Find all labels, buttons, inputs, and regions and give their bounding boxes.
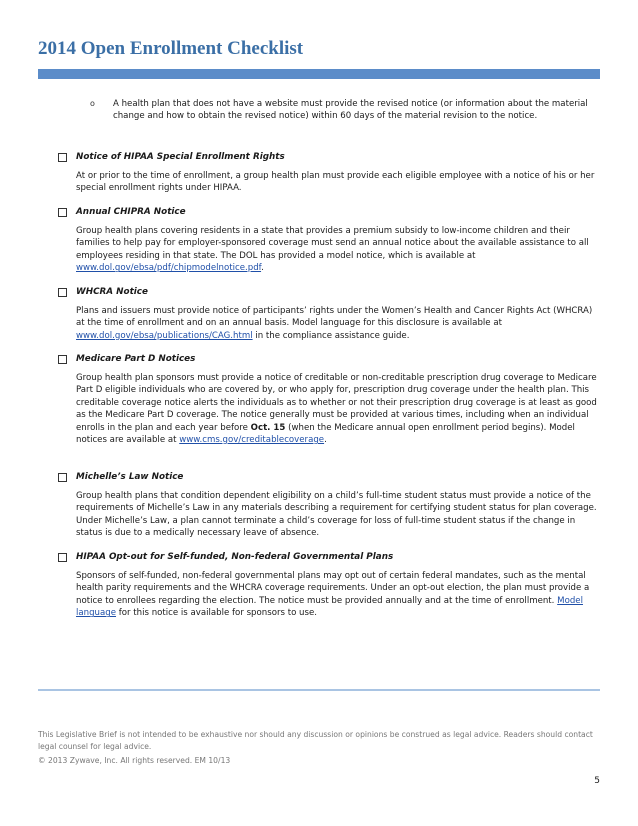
cag-link[interactable]: www.dol.gov/ebsa/publications/CAG.html <box>76 330 253 341</box>
intro-bullet-item <box>90 98 596 123</box>
deadline-date: Oct. 15 <box>250 422 286 433</box>
section-heading: Michelle’s Law Notice <box>76 472 184 482</box>
checkbox-icon[interactable] <box>58 208 67 217</box>
chip-model-notice-link[interactable]: www.dol.gov/ebsa/pdf/chipmodelnotice.pdf <box>76 263 262 274</box>
hollow-bullet-icon: o <box>90 99 95 108</box>
page-number: 5 <box>594 776 600 786</box>
section-heading: WHCRA Notice <box>76 287 148 297</box>
copyright-notice: © 2013 Zywave, Inc. All rights reserved. EM 10/13 <box>38 756 231 765</box>
section-whcra-notice <box>58 285 604 342</box>
legal-disclaimer: This Legislative Brief is not intended to be exhaustive nor should any discussion or opinions be construed as legal advice. Readers should contact legal counsel for legal advice. <box>38 730 593 751</box>
section-medicare-part-d <box>58 352 604 446</box>
section-body-text: Group health plans that condition dependent eligibility on a child’s full-time student status must provide a notice of the requirements of Michelle’s Law in any materials describing a requirement for certifying student status for plan coverage. Under Michelle’s Law, a plan cannot terminate a child’s coverage for loss of full-time student status if the change in status is due to a medically necessary leave of absence. <box>76 491 597 539</box>
footer-divider <box>38 689 600 691</box>
section-hipaa-special-enrollment <box>58 150 604 195</box>
section-heading: Notice of HIPAA Special Enrollment Rights <box>76 152 285 162</box>
section-chipra-notice <box>58 205 604 275</box>
section-body-text: Plans and issuers must provide notice of participants’ rights under the Women’s Health and Cancer Rights Act (WHCRA) at the time of enrollment and on an annual basis. Model language for this disclosure is available at <box>76 306 593 329</box>
section-hipaa-opt-out <box>58 550 604 620</box>
creditable-coverage-link[interactable]: www.cms.gov/creditablecoverage <box>179 435 325 446</box>
intro-text: A health plan that does not have a website must provide the revised notice (or information about the material change and how to obtain the revised notice) within 60 days of the material revision to the notice. <box>113 99 588 122</box>
title-underline-bar <box>38 69 600 79</box>
section-body-tail: in the compliance assistance guide. <box>252 330 410 341</box>
section-heading: Annual CHIPRA Notice <box>76 207 186 217</box>
section-body-text: Sponsors of self-funded, non-federal governmental plans may opt out of certain federal mandates, such as the mental health parity requirements and the WHCRA coverage requirements. Under an opt-out election, the plan must provide a notice to enrollees regarding the election. The notice must be provided annually and at the time of enrollment. <box>76 571 590 606</box>
section-michelles-law <box>58 470 604 540</box>
section-body-mid: (when the Medicare annual open enrollment period begins). Model notices are available at <box>76 422 575 446</box>
section-body-text: At or prior to the time of enrollment, a group health plan must provide each eligible employee with a notice of his or her special enrollment rights under HIPAA. <box>76 171 595 194</box>
section-body-tail: . <box>261 263 264 274</box>
section-body-text: Group health plan sponsors must provide a notice of creditable or non-creditable prescription drug coverage to Medicare Part D eligible individuals who are covered by, or who apply for, prescription drug coverage under the health plan. This creditable coverage notice alerts the individuals as to whether or not their prescription drug coverage is at least as good as the Medicare Part D coverage. The notice generally must be provided at various times, including when an individual enrolls in the plan and each year before <box>76 373 597 433</box>
checkbox-icon[interactable] <box>58 355 67 364</box>
checkbox-icon[interactable] <box>58 153 67 162</box>
section-body-tail: . <box>324 435 327 446</box>
page-title: 2014 Open Enrollment Checklist <box>38 38 304 59</box>
checkbox-icon[interactable] <box>58 473 67 482</box>
model-language-link[interactable]: Model language <box>76 595 583 619</box>
section-body-tail: for this notice is available for sponsors to use. <box>116 608 317 619</box>
checkbox-icon[interactable] <box>58 553 67 562</box>
checkbox-icon[interactable] <box>58 288 67 297</box>
section-body-text: Group health plans covering residents in a state that provides a premium subsidy to low-income children and their families to help pay for employer-sponsored coverage must send an annual notice about the available assistance to all employees residing in that state. The DOL has provided a model notice, which is available at <box>76 226 589 261</box>
section-heading: Medicare Part D Notices <box>76 354 196 364</box>
section-heading: HIPAA Opt-out for Self-funded, Non-federal Governmental Plans <box>76 552 394 562</box>
